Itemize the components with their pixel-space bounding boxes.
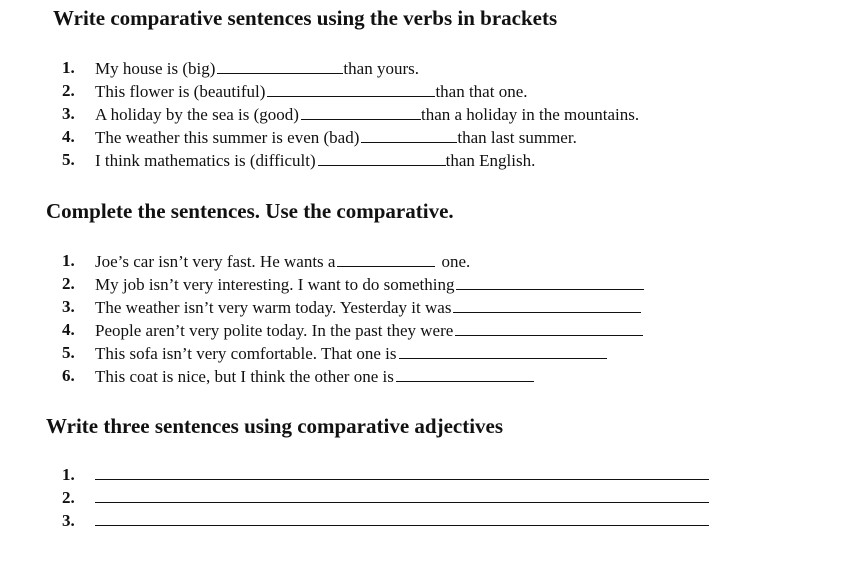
sentence-start: This sofa isn’t very comfortable. That one is (95, 344, 397, 363)
answer-blank[interactable] (396, 366, 534, 382)
item-number: 4. (62, 320, 75, 339)
answer-blank[interactable] (217, 58, 343, 74)
answer-blank[interactable] (301, 104, 421, 120)
answer-blank[interactable] (453, 297, 641, 313)
item-number: 4. (62, 127, 75, 146)
answer-blank[interactable] (455, 320, 643, 336)
sentence-start: I think mathematics is (difficult) (95, 151, 316, 170)
sentence-start: This coat is nice, but I think the other one is (95, 367, 394, 386)
sentence-end: than last summer. (457, 128, 577, 147)
item-number: 1. (62, 465, 75, 484)
sentence-end: than that one. (435, 82, 528, 101)
section1-title: Write comparative sentences using the verbs in brackets (53, 6, 558, 30)
item-number: 1. (62, 251, 75, 270)
sentence-end: than a holiday in the mountains. (420, 105, 640, 124)
item-number: 2. (62, 488, 75, 507)
sentence-start: My house is (big) (95, 59, 216, 78)
item-number: 3. (62, 297, 75, 316)
sentence-end: one. (441, 252, 471, 271)
item-number: 3. (62, 104, 75, 123)
answer-blank[interactable] (337, 251, 435, 267)
section2-title: Complete the sentences. Use the comparative. (46, 199, 454, 223)
sentence-start: People aren’t very polite today. In the past they were (95, 321, 454, 340)
sentence-start: My job isn’t very interesting. I want to do something (95, 275, 455, 294)
item-number: 6. (62, 366, 75, 385)
item-number: 3. (62, 511, 75, 530)
answer-line[interactable] (95, 525, 709, 526)
answer-line[interactable] (95, 479, 709, 480)
sentence-end: than English. (445, 151, 536, 170)
answer-blank[interactable] (361, 127, 457, 143)
item-number: 1. (62, 58, 75, 77)
sentence-end: than yours. (343, 59, 419, 78)
sentence-start: The weather this summer is even (bad) (95, 128, 360, 147)
answer-line[interactable] (95, 502, 709, 503)
sentence-start: This flower is (beautiful) (95, 82, 266, 101)
item-number: 5. (62, 343, 75, 362)
section3-title: Write three sentences using comparative adjectives (46, 414, 504, 438)
item-number: 2. (62, 81, 75, 100)
answer-blank[interactable] (456, 274, 644, 290)
answer-blank[interactable] (318, 150, 446, 166)
answer-blank[interactable] (399, 343, 607, 359)
sentence-start: Joe’s car isn’t very fast. He wants a (95, 252, 336, 271)
item-number: 5. (62, 150, 75, 169)
answer-blank[interactable] (267, 81, 435, 97)
item-number: 2. (62, 274, 75, 293)
sentence-start: A holiday by the sea is (good) (95, 105, 299, 124)
sentence-start: The weather isn’t very warm today. Yesterday it was (95, 298, 452, 317)
